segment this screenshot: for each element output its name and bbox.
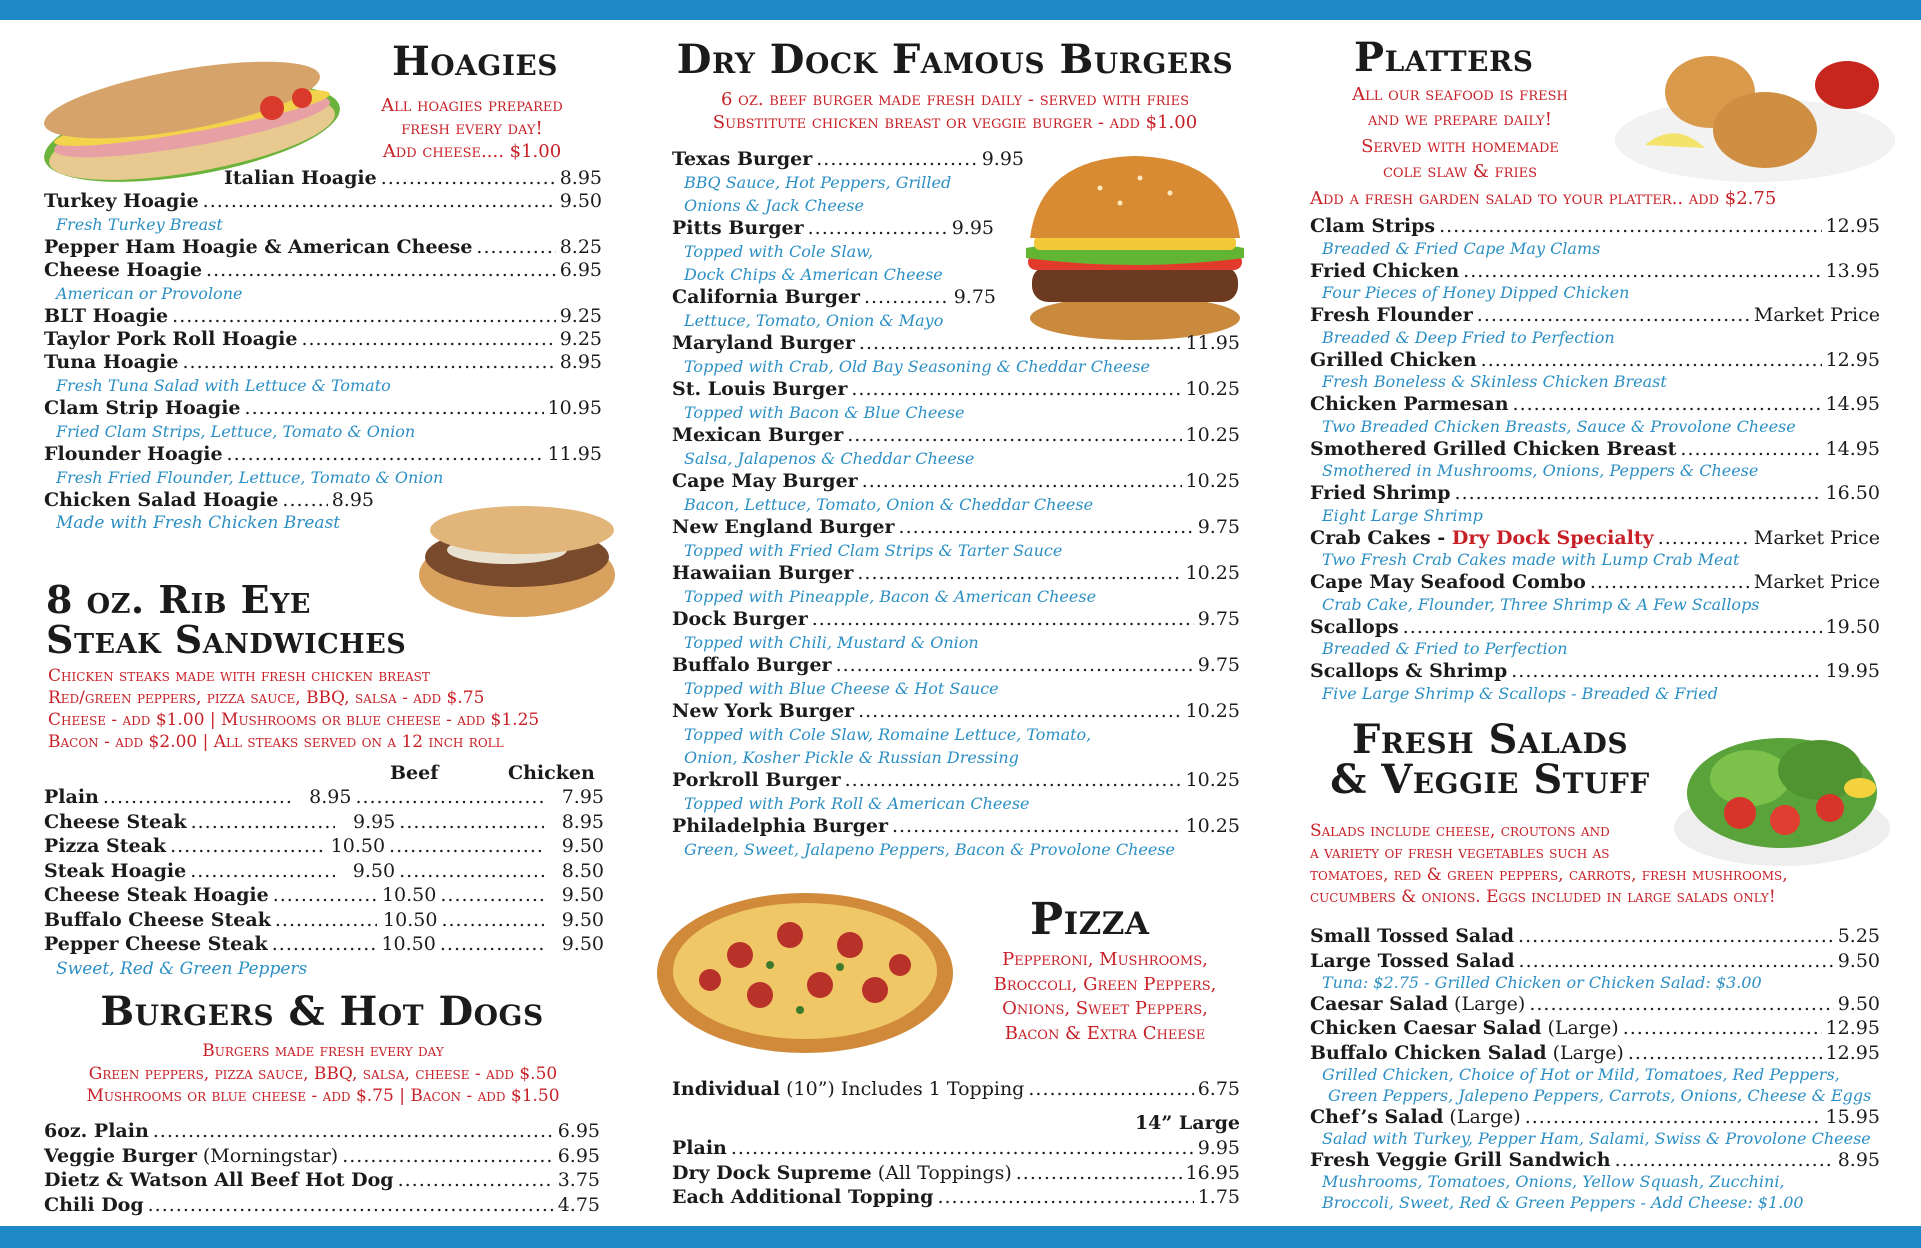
item-desc: Topped with Crab, Old Bay Seasoning & Cheddar Cheese — [684, 357, 1150, 376]
item-price: 10.25 — [1185, 769, 1240, 791]
burgers-note: Green peppers, pizza sauce, BBQ, salsa, cheese - add $.50 — [88, 1063, 558, 1084]
item-price: Market Price — [1753, 304, 1880, 326]
item-name: Chef’s Salad (Large) — [1310, 1105, 1521, 1128]
menu-item — [672, 654, 1240, 677]
item-desc: Fresh Boneless & Skinless Chicken Breast — [1322, 372, 1667, 391]
menu-item — [44, 190, 602, 213]
item-name: Buffalo Burger — [672, 654, 832, 676]
menu-item — [672, 700, 1240, 723]
item-desc: Lettuce, Tomato, Onion & Mayo — [684, 311, 944, 330]
item-desc: Green, Sweet, Jalapeno Peppers, Bacon & Provolone Cheese — [684, 840, 1175, 859]
item-desc: Topped with Cole Slaw, — [684, 242, 874, 261]
item-desc: Fresh Fried Flounder, Lettuce, Tomato & Onion — [56, 468, 444, 487]
item-price: 8.25 — [559, 236, 602, 258]
item-name: Clam Strip Hoagie — [44, 397, 241, 419]
bottom-border — [0, 1226, 1921, 1248]
item-price: 14.95 — [1825, 393, 1880, 415]
item-desc: Grilled Chicken, Choice of Hot or Mild, Tomatoes, Red Peppers, — [1322, 1064, 1840, 1084]
item-name: Scallops — [1310, 615, 1399, 638]
steak-row — [44, 786, 604, 811]
menu-item — [1310, 304, 1880, 327]
item-price: 6.75 — [1197, 1078, 1240, 1100]
item-price: 9.25 — [559, 328, 602, 350]
pizza-photo — [650, 885, 960, 1055]
item-name: Pitts Burger — [672, 217, 804, 239]
menu-item — [44, 305, 602, 328]
famous-burgers-note: 6 oz. beef burger made fresh daily - served with fries — [720, 89, 1190, 110]
item-name: Steak Hoagie — [44, 859, 187, 882]
platters-note: and we prepare daily! — [1367, 109, 1552, 130]
item-name: Crab Cakes - Dry Dock Specialty — [1310, 526, 1654, 549]
item-price: 10.25 — [1185, 378, 1240, 400]
item-name: Pepper Ham Hoagie & American Cheese — [44, 236, 473, 258]
item-desc: Five Large Shrimp & Scallops - Breaded & Fried — [1322, 683, 1718, 703]
steaks-note: Bacon - add $2.00 | All steaks served on a 12 inch roll — [48, 732, 504, 752]
item-price: 12.95 — [1825, 348, 1880, 371]
item-name: Small Tossed Salad — [1310, 925, 1515, 947]
menu-item — [1310, 925, 1880, 950]
item-name: Plain — [44, 786, 99, 808]
pizza-note: Onions, Sweet Peppers, — [1002, 998, 1208, 1019]
item-name: Maryland Burger — [672, 332, 855, 354]
salads-note: tomatoes, red & green peppers, carrots, fresh mushrooms, — [1310, 865, 1788, 885]
col-chicken: Chicken — [508, 762, 595, 784]
item-name: Pizza Steak — [44, 835, 167, 857]
item-name: Chicken Caesar Salad (Large) — [1310, 1017, 1619, 1039]
hoagies-note: fresh every day! — [401, 118, 543, 139]
item-desc: BBQ Sauce, Hot Peppers, Grilled — [684, 173, 952, 192]
item-price: 9.95 — [981, 148, 1024, 170]
menu-item — [1310, 260, 1880, 283]
menu-item — [672, 1137, 1240, 1162]
item-price: 8.95 — [331, 489, 374, 511]
menu-item — [1310, 1017, 1880, 1042]
item-name: Fried Chicken — [1310, 259, 1460, 282]
beef-price: 10.50 — [330, 835, 386, 857]
famous-burgers-title: Dry Dock Famous Burgers — [676, 36, 1234, 83]
pizza-list — [672, 1078, 1240, 1211]
menu-item — [44, 259, 602, 282]
item-price: 12.95 — [1825, 1017, 1880, 1039]
item-name: Individual (10”) Includes 1 Topping — [672, 1078, 1025, 1100]
steak-row — [44, 909, 604, 934]
item-price: 16.50 — [1825, 482, 1880, 504]
item-price: 9.75 — [1197, 654, 1240, 676]
item-name: Mexican Burger — [672, 424, 844, 446]
item-name: Chicken Parmesan — [1310, 393, 1509, 415]
item-name: Cheese Steak Hoagie — [44, 884, 269, 906]
burgers-hotdogs-list — [44, 1120, 600, 1218]
salads-title — [1310, 716, 1670, 803]
chicken-price: 9.50 — [561, 933, 605, 955]
menu-item — [1310, 1149, 1880, 1171]
pizza-note: Broccoli, Green Peppers, — [993, 973, 1217, 995]
item-name: Fried Shrimp — [1310, 482, 1451, 504]
steak-row — [44, 860, 604, 885]
menu-item — [1310, 616, 1880, 639]
item-desc: Bacon, Lettuce, Tomato, Onion & Cheddar Cheese — [684, 495, 1094, 514]
item-price: 14.95 — [1825, 437, 1880, 460]
beef-price: 8.95 — [309, 786, 352, 808]
item-name: Taylor Pork Roll Hoagie — [44, 328, 298, 350]
salads-note: a variety of fresh vegetables such as — [1310, 843, 1610, 863]
item-name: Clam Strips — [1310, 215, 1436, 237]
item-price: 11.95 — [1185, 332, 1240, 354]
chicken-price: 8.50 — [561, 859, 605, 882]
item-desc: Sweet, Red & Green Peppers — [56, 958, 308, 979]
item-desc: Dock Chips & American Cheese — [684, 265, 943, 284]
item-price: 8.95 — [1837, 1148, 1880, 1171]
menu-item — [1310, 950, 1880, 972]
famous-burgers-notes — [650, 88, 1260, 134]
menu-item — [672, 562, 1240, 585]
beef-price: 10.50 — [381, 933, 436, 955]
menu-item — [44, 236, 602, 259]
menu-item — [672, 332, 1240, 355]
item-name: Caesar Salad (Large) — [1310, 992, 1526, 1015]
menu-item — [672, 1078, 1240, 1111]
item-desc: Topped with Chili, Mustard & Onion — [684, 633, 979, 652]
item-desc: Mushrooms, Tomatoes, Onions, Yellow Squash, Zucchini, — [1322, 1171, 1785, 1191]
menu-item — [1310, 660, 1880, 683]
pizza-title: Pizza — [1030, 894, 1150, 945]
pizza-note: Bacon & Extra Cheese — [1004, 1022, 1206, 1044]
menu-item — [44, 443, 602, 466]
menu-item — [672, 815, 1240, 838]
hoagies-note: Add cheese.... $1.00 — [382, 141, 562, 162]
famous-burgers-note: Substitute chicken breast or veggie burger - add $1.00 — [712, 112, 1198, 133]
platters-list — [1310, 215, 1880, 705]
menu-item — [44, 167, 602, 190]
item-name: Dietz & Watson All Beef Hot Dog — [44, 1169, 394, 1191]
item-name: Turkey Hoagie — [44, 190, 199, 212]
item-name: Chicken Salad Hoagie — [44, 489, 279, 511]
steaks-title-line2: Steak Sandwiches — [46, 617, 407, 662]
steaks-table — [44, 762, 604, 981]
steaks-table-header — [44, 762, 604, 786]
item-name: Fresh Flounder — [1310, 304, 1473, 326]
item-desc: Onion, Kosher Pickle & Russian Dressing — [684, 748, 1019, 767]
menu-item — [44, 1194, 600, 1219]
platters-note-wide: Add a fresh garden salad to your platter.. add $2.75 — [1310, 188, 1777, 209]
item-desc: Topped with Fried Clam Strips & Tarter Sauce — [684, 541, 1063, 560]
large-header: 14” Large — [1134, 1112, 1240, 1134]
item-desc: Broccoli, Sweet, Red & Green Peppers - Add Cheese: $1.00 — [1322, 1192, 1804, 1212]
top-border — [0, 0, 1921, 20]
menu-item — [1310, 215, 1880, 238]
menu-item — [1310, 1106, 1880, 1128]
item-name: Porkroll Burger — [672, 769, 841, 791]
item-price: 9.50 — [559, 190, 602, 212]
item-desc: Smothered in Mushrooms, Onions, Peppers & Cheese — [1322, 461, 1759, 480]
menu-item — [44, 397, 602, 420]
menu-item — [672, 608, 1240, 631]
steak-row — [44, 933, 604, 958]
item-desc: Made with Fresh Chicken Breast — [56, 513, 341, 533]
item-name: Texas Burger — [672, 148, 813, 170]
item-price: 9.75 — [1197, 516, 1240, 538]
item-price: 10.95 — [547, 397, 602, 419]
platters-note: cole slaw & fries — [1382, 161, 1537, 182]
item-name: Fresh Veggie Grill Sandwich — [1310, 1148, 1611, 1171]
menu-item — [44, 1120, 600, 1145]
salads-notes — [1310, 820, 1890, 908]
item-desc: Four Pieces of Honey Dipped Chicken — [1322, 283, 1630, 302]
item-name: Italian Hoagie — [224, 167, 377, 189]
item-desc: Breaded & Fried to Perfection — [1322, 639, 1568, 658]
burgers-hotdogs-title: Burgers & Hot Dogs — [100, 988, 544, 1035]
item-name: Buffalo Chicken Salad (Large) — [1310, 1041, 1624, 1064]
item-desc: Breaded & Deep Fried to Perfection — [1322, 327, 1615, 347]
menu-item — [672, 424, 1240, 447]
menu-item — [672, 1186, 1240, 1211]
item-name: California Burger — [672, 286, 860, 308]
item-desc: Fresh Turkey Breast — [56, 215, 223, 234]
item-desc: Two Breaded Chicken Breasts, Sauce & Provolone Cheese — [1322, 416, 1796, 436]
salads-note: cucumbers & onions. Eggs included in large salads only! — [1310, 887, 1776, 907]
menu-item — [1310, 1042, 1880, 1064]
item-price: 9.75 — [953, 286, 996, 308]
item-desc: Topped with Pork Roll & American Cheese — [684, 794, 1030, 813]
item-price: 6.95 — [559, 259, 602, 281]
burgers-note: Mushrooms or blue cheese - add $.75 | Bacon - add $1.50 — [86, 1086, 560, 1106]
item-name: Cape May Burger — [672, 470, 858, 492]
item-name: Flounder Hoagie — [44, 443, 223, 465]
menu-item — [1310, 527, 1880, 550]
item-price: Market Price — [1753, 571, 1880, 593]
steaks-note: Red/green peppers, pizza sauce, BBQ, salsa - add $.75 — [48, 688, 485, 708]
menu-item — [672, 378, 1240, 401]
item-price: 11.95 — [547, 443, 602, 465]
salads-note: Salads include cheese, croutons and — [1310, 821, 1610, 841]
item-price: 16.95 — [1185, 1161, 1240, 1184]
item-desc: Fresh Tuna Salad with Lettuce & Tomato — [56, 376, 391, 395]
item-desc: Breaded & Fried Cape May Clams — [1322, 238, 1601, 258]
item-desc: Onions & Jack Cheese — [684, 196, 864, 215]
burgers-note: Burgers made fresh every day — [202, 1041, 444, 1061]
platters-notes — [1310, 82, 1610, 184]
item-price: 10.25 — [1185, 700, 1240, 722]
item-name: Pepper Cheese Steak — [44, 933, 268, 955]
salads-list — [1310, 925, 1880, 1213]
item-price: 9.75 — [1197, 608, 1240, 630]
steaks-note: Cheese - add $1.00 | Mushrooms or blue cheese - add $1.25 — [48, 710, 540, 730]
item-price: 9.50 — [1837, 992, 1880, 1015]
item-price: 10.25 — [1185, 470, 1240, 492]
item-name: Plain — [672, 1137, 727, 1159]
crab-cake-photo — [1615, 30, 1895, 190]
menu-item — [44, 328, 602, 351]
item-desc: Topped with Blue Cheese & Hot Sauce — [684, 679, 999, 698]
item-name: Scallops & Shrimp — [1310, 660, 1508, 682]
item-desc: Topped with Cole Slaw, Romaine Lettuce, Tomato, — [684, 725, 1092, 744]
beef-price: 9.50 — [352, 859, 396, 882]
menu-item — [1310, 571, 1880, 594]
item-name: BLT Hoagie — [44, 305, 169, 327]
item-name: Grilled Chicken — [1310, 348, 1477, 371]
item-price: 9.25 — [559, 305, 602, 327]
platters-note: All our seafood is fresh — [1352, 84, 1568, 105]
item-price: Market Price — [1753, 526, 1880, 549]
menu-item — [44, 1145, 600, 1170]
item-name: 6oz. Plain — [44, 1120, 149, 1142]
item-desc: Crab Cake, Flounder, Three Shrimp & A Few Scallops — [1322, 594, 1760, 614]
beef-price: 10.50 — [383, 908, 438, 931]
chicken-price: 9.50 — [561, 884, 604, 906]
item-price: 8.95 — [559, 167, 602, 189]
menu-item — [44, 489, 374, 512]
steak-row — [44, 884, 604, 909]
item-price: 12.95 — [1825, 1041, 1880, 1064]
menu-item — [1310, 349, 1880, 372]
specialty-label: Dry Dock Specialty — [1451, 526, 1654, 549]
salads-title-line1: Fresh Salads — [1351, 716, 1629, 763]
steaks-title — [46, 577, 407, 662]
menu-item — [1310, 993, 1880, 1018]
menu-item — [1310, 393, 1880, 416]
menu-item — [672, 1162, 1240, 1187]
item-desc: American or Provolone — [56, 284, 243, 303]
item-price: 12.95 — [1825, 215, 1880, 237]
item-price: 13.95 — [1825, 259, 1880, 282]
menu-item — [672, 286, 996, 309]
platters-title: Platters — [1354, 34, 1534, 81]
item-name: Large Tossed Salad — [1310, 949, 1515, 972]
item-desc: Topped with Bacon & Blue Cheese — [684, 403, 965, 422]
hoagies-notes — [342, 94, 602, 163]
item-price: 8.95 — [559, 351, 602, 373]
menu-item — [1310, 438, 1880, 461]
menu-item — [44, 1169, 600, 1194]
item-name: New England Burger — [672, 516, 895, 538]
item-desc: Fried Clam Strips, Lettuce, Tomato & Onion — [56, 422, 416, 441]
chicken-price: 8.95 — [561, 810, 605, 833]
item-name: Hawaiian Burger — [672, 562, 854, 584]
item-name: Buffalo Cheese Steak — [44, 908, 271, 931]
item-desc: Topped with Pineapple, Bacon & American Cheese — [684, 587, 1097, 606]
item-price: 9.50 — [1837, 949, 1880, 972]
item-desc: Salsa, Jalapenos & Cheddar Cheese — [684, 449, 975, 468]
beef-price: 10.50 — [381, 884, 437, 906]
famous-burgers-list — [672, 148, 1240, 861]
col-beef: Beef — [390, 762, 439, 784]
item-desc: Eight Large Shrimp — [1322, 505, 1483, 525]
item-price: 10.25 — [1185, 562, 1240, 584]
item-price: 1.75 — [1197, 1186, 1240, 1208]
item-name: Veggie Burger (Morningstar) — [44, 1144, 339, 1167]
item-name: New York Burger — [672, 700, 855, 722]
item-name: Tuna Hoagie — [44, 351, 179, 373]
item-price: 9.95 — [951, 217, 994, 239]
item-desc: Green Peppers, Jalepeno Peppers, Carrots, Onions, Cheese & Eggs — [1328, 1085, 1872, 1105]
steak-row — [44, 811, 604, 836]
item-name: Smothered Grilled Chicken Breast — [1310, 437, 1677, 460]
pizza-notes — [955, 948, 1255, 1046]
platters-note: Served with homemade — [1361, 136, 1559, 157]
steak-sandwich-photo — [412, 495, 622, 625]
hoagies-note: All hoagies prepared — [381, 95, 563, 116]
beef-price: 9.95 — [352, 810, 396, 833]
item-price: 4.75 — [557, 1193, 600, 1216]
hoagies-title: Hoagies — [392, 38, 558, 85]
menu-item — [672, 148, 1024, 171]
item-price: 5.25 — [1837, 925, 1880, 947]
item-name: Dock Burger — [672, 608, 808, 630]
menu-item — [672, 470, 1240, 493]
item-name: St. Louis Burger — [672, 378, 848, 400]
item-price: 9.95 — [1197, 1137, 1240, 1159]
item-name: Philadelphia Burger — [672, 815, 888, 837]
burgers-hotdogs-notes — [38, 1040, 608, 1108]
chicken-price: 9.50 — [561, 835, 605, 857]
menu-item — [672, 769, 1240, 792]
item-name: Dry Dock Supreme (All Toppings) — [672, 1161, 1012, 1184]
item-price: 19.95 — [1825, 660, 1880, 682]
hoagies-list — [44, 167, 602, 535]
item-desc: Salad with Turkey, Pepper Ham, Salami, Swiss & Provolone Cheese — [1322, 1128, 1871, 1148]
item-name: Cheese Steak — [44, 810, 187, 833]
menu-item — [672, 217, 994, 240]
chicken-price: 7.95 — [561, 786, 605, 808]
pizza-note: Pepperoni, Mushrooms, — [1002, 949, 1208, 970]
item-desc: Tuna: $2.75 - Grilled Chicken or Chicken Salad: $3.00 — [1322, 972, 1762, 992]
menu-item — [1310, 482, 1880, 505]
chicken-price: 9.50 — [561, 908, 605, 931]
steak-row — [44, 835, 604, 860]
item-name: Cheese Hoagie — [44, 259, 203, 281]
salads-title-line2: & Veggie Stuff — [1330, 756, 1650, 803]
item-price: 6.95 — [557, 1144, 600, 1167]
item-price: 10.25 — [1185, 815, 1240, 837]
item-name: Each Additional Topping — [672, 1186, 934, 1208]
item-price: 15.95 — [1825, 1105, 1880, 1128]
steaks-note: Chicken steaks made with fresh chicken breast — [48, 666, 430, 686]
item-price: 19.50 — [1825, 615, 1880, 638]
item-name: Chili Dog — [44, 1193, 144, 1216]
steaks-notes — [48, 665, 608, 753]
item-name: Cape May Seafood Combo — [1310, 571, 1586, 593]
menu-item — [44, 351, 602, 374]
menu-item — [672, 516, 1240, 539]
item-price: 3.75 — [557, 1169, 600, 1191]
item-price: 6.95 — [557, 1120, 600, 1142]
item-price: 10.25 — [1185, 424, 1240, 446]
item-desc: Two Fresh Crab Cakes made with Lump Crab Meat — [1322, 550, 1740, 569]
steaks-title-line1: 8 oz. Rib Eye — [46, 577, 311, 622]
